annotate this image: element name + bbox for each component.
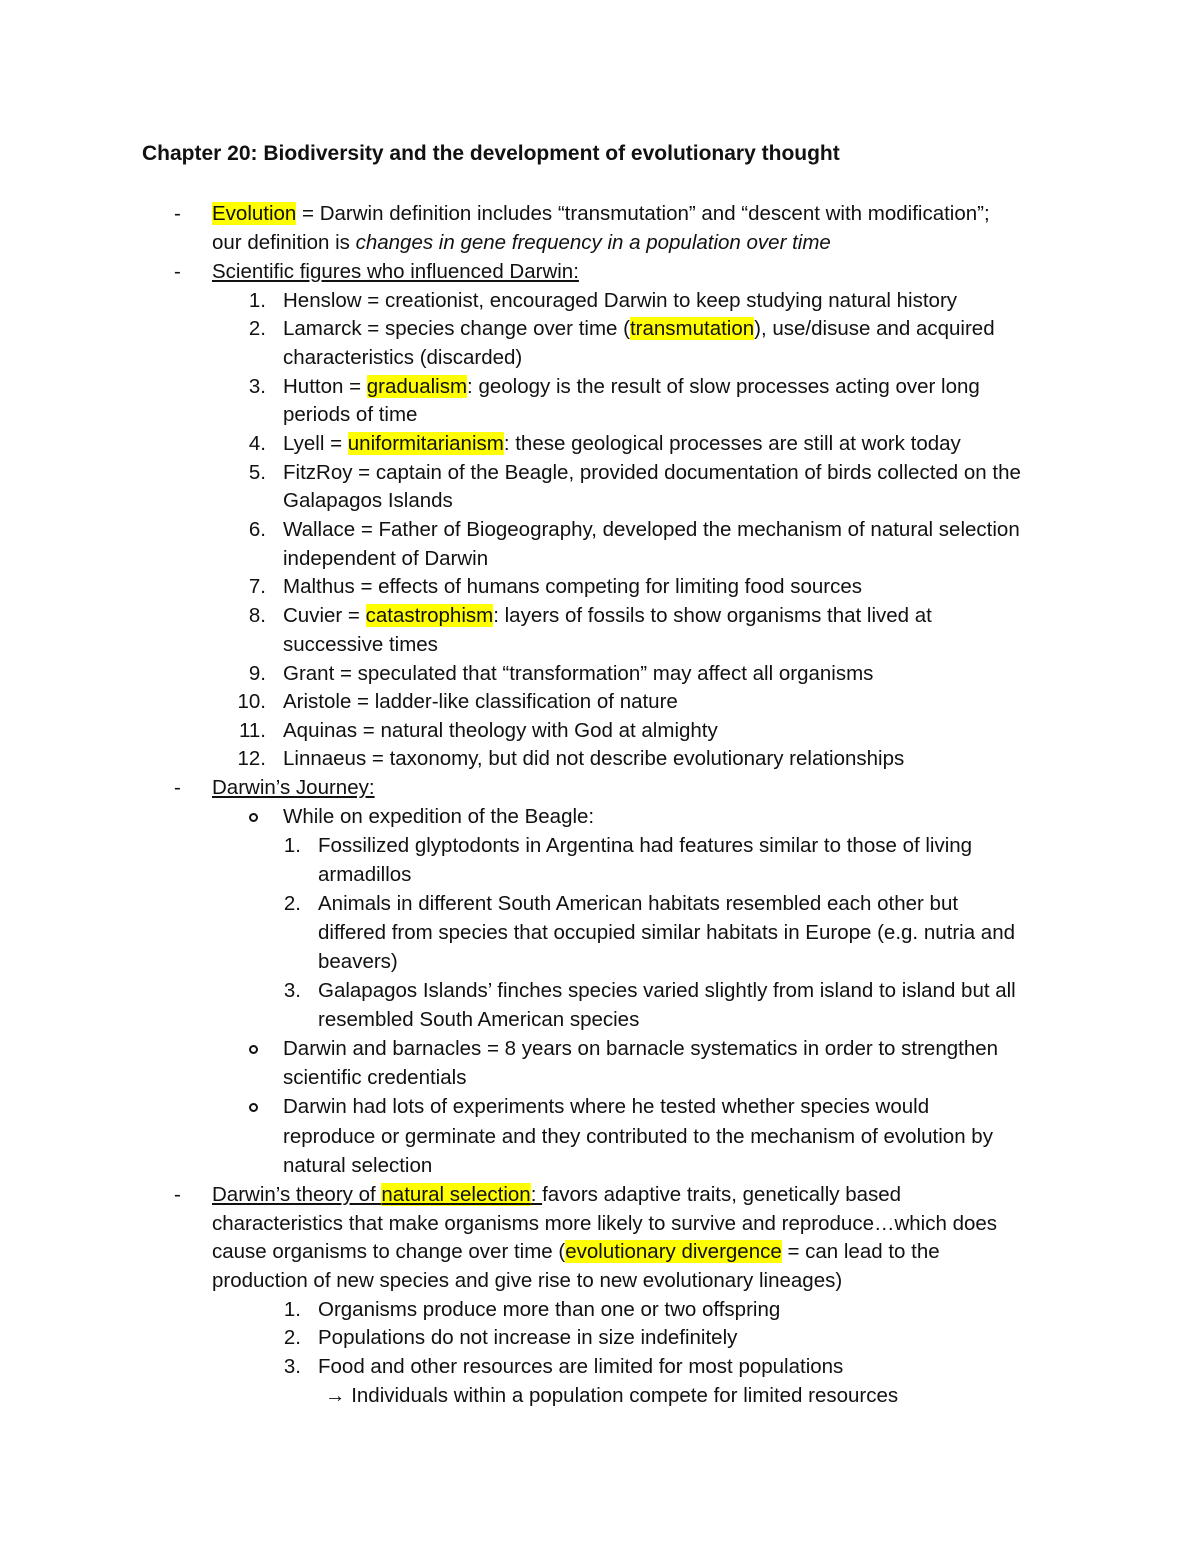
dash-bullet: - [174, 202, 181, 225]
list-item: Linnaeus = taxonomy, but did not describe evolutionary relationships [283, 747, 905, 770]
list-number: 10. [237, 690, 266, 713]
list-item: Malthus = effects of humans competing for limiting food sources [283, 575, 863, 598]
list-number: 1. [248, 289, 266, 312]
circle-bullet-icon [249, 1045, 258, 1054]
arrow-right-icon: → [325, 1384, 346, 1407]
journey-sub-item: While on expedition of the Beagle: [283, 805, 595, 828]
list-item: Henslow = creationist, encouraged Darwin to keep studying natural history [283, 289, 958, 312]
journey-sub-item: Darwin had lots of experiments where he tested whether species would [283, 1095, 930, 1118]
list-item: Food and other resources are limited for most populations [318, 1355, 844, 1378]
theory-line-4: production of new species and give rise to new evolutionary lineages) [212, 1269, 843, 1292]
list-number: 1. [283, 834, 301, 857]
list-number: 3. [248, 375, 266, 398]
highlight-term: catastrophism [365, 604, 494, 627]
dash-bullet: - [174, 260, 181, 283]
list-number: 2. [283, 892, 301, 915]
list-number: 5. [248, 461, 266, 484]
list-item-continuation: successive times [283, 633, 438, 656]
journey-sub-item-continuation: scientific credentials [283, 1066, 467, 1089]
journey-sub-item: Darwin and barnacles = 8 years on barnacle systematics in order to strengthen [283, 1037, 999, 1060]
highlight-term: transmutation [629, 317, 755, 340]
list-number: 2. [283, 1326, 301, 1349]
list-item-continuation: independent of Darwin [283, 547, 489, 570]
list-item-continuation: Galapagos Islands [283, 489, 453, 512]
list-number: 11. [239, 719, 266, 742]
list-item-continuation: beavers) [318, 950, 398, 973]
journey-sub-item-continuation: reproduce or germinate and they contributed to the mechanism of evolution by [283, 1125, 993, 1148]
dash-bullet: - [174, 1183, 181, 1206]
list-item-continuation: armadillos [318, 863, 412, 886]
list-number: 7. [248, 575, 266, 598]
list-item: Animals in different South American habitats resembled each other but [318, 892, 959, 915]
list-item: Galapagos Islands’ finches species varied slightly from island to island but all [318, 979, 1016, 1002]
list-item: Fossilized glyptodonts in Argentina had features similar to those of living [318, 834, 973, 857]
list-item: Populations do not increase in size indefinitely [318, 1326, 738, 1349]
list-item: Aristole = ladder-like classification of nature [283, 690, 678, 713]
list-item: Lyell = uniformitarianism: these geological processes are still at work today [283, 432, 961, 455]
list-number: 4. [248, 432, 266, 455]
list-number: 2. [248, 317, 266, 340]
circle-bullet-icon [249, 813, 258, 822]
theory-line-2: characteristics that make organisms more likely to survive and reproduce…which does [212, 1212, 998, 1235]
list-number: 3. [283, 1355, 301, 1378]
list-item-continuation: differed from species that occupied similar habitats in Europe (e.g. nutria and [318, 921, 1015, 944]
page-title: Chapter 20: Biodiversity and the development of evolutionary thought [142, 142, 840, 165]
evolution-line-2: our definition is changes in gene frequency in a population over time [212, 231, 831, 254]
arrow-line: → Individuals within a population compete for limited resources [325, 1384, 899, 1407]
list-number: 9. [248, 662, 266, 685]
evolution-line-1: Evolution = Darwin definition includes “transmutation” and “descent with modification”; [212, 202, 990, 225]
journey-sub-item-continuation: natural selection [283, 1154, 433, 1177]
list-number: 8. [248, 604, 266, 627]
journey-heading: Darwin’s Journey: [212, 776, 375, 799]
circle-bullet-icon [249, 1103, 258, 1112]
highlight-term: uniformitarianism [347, 432, 504, 455]
list-item: Lamarck = species change over time (transmutation), use/disuse and acquired [283, 317, 995, 340]
highlight-evolutionary-divergence: evolutionary divergence [565, 1240, 782, 1263]
dash-bullet: - [174, 776, 181, 799]
list-item: Organisms produce more than one or two offspring [318, 1298, 781, 1321]
list-item: Grant = speculated that “transformation” may affect all organisms [283, 662, 874, 685]
list-item: Aquinas = natural theology with God at almighty [283, 719, 718, 742]
highlight-natural-selection: natural selection [381, 1183, 531, 1206]
list-item-continuation: periods of time [283, 403, 418, 426]
list-item: FitzRoy = captain of the Beagle, provided documentation of birds collected on the [283, 461, 1021, 484]
list-number: 6. [248, 518, 266, 541]
list-item: Wallace = Father of Biogeography, developed the mechanism of natural selection [283, 518, 1020, 541]
list-item-continuation: resembled South American species [318, 1008, 640, 1031]
theory-line-1: Darwin’s theory of natural selection: favors adaptive traits, genetically based [212, 1183, 902, 1206]
figures-heading: Scientific figures who influenced Darwin: [212, 260, 579, 283]
list-item: Hutton = gradualism: geology is the result of slow processes acting over long [283, 375, 980, 398]
highlight-evolution: Evolution [212, 202, 297, 225]
list-number: 12. [237, 747, 266, 770]
list-number: 3. [283, 979, 301, 1002]
highlight-term: gradualism [366, 375, 468, 398]
theory-line-3: cause organisms to change over time (evolutionary divergence = can lead to the [212, 1240, 940, 1263]
list-number: 1. [283, 1298, 301, 1321]
list-item: Cuvier = catastrophism: layers of fossils to show organisms that lived at [283, 604, 932, 627]
list-item-continuation: characteristics (discarded) [283, 346, 523, 369]
